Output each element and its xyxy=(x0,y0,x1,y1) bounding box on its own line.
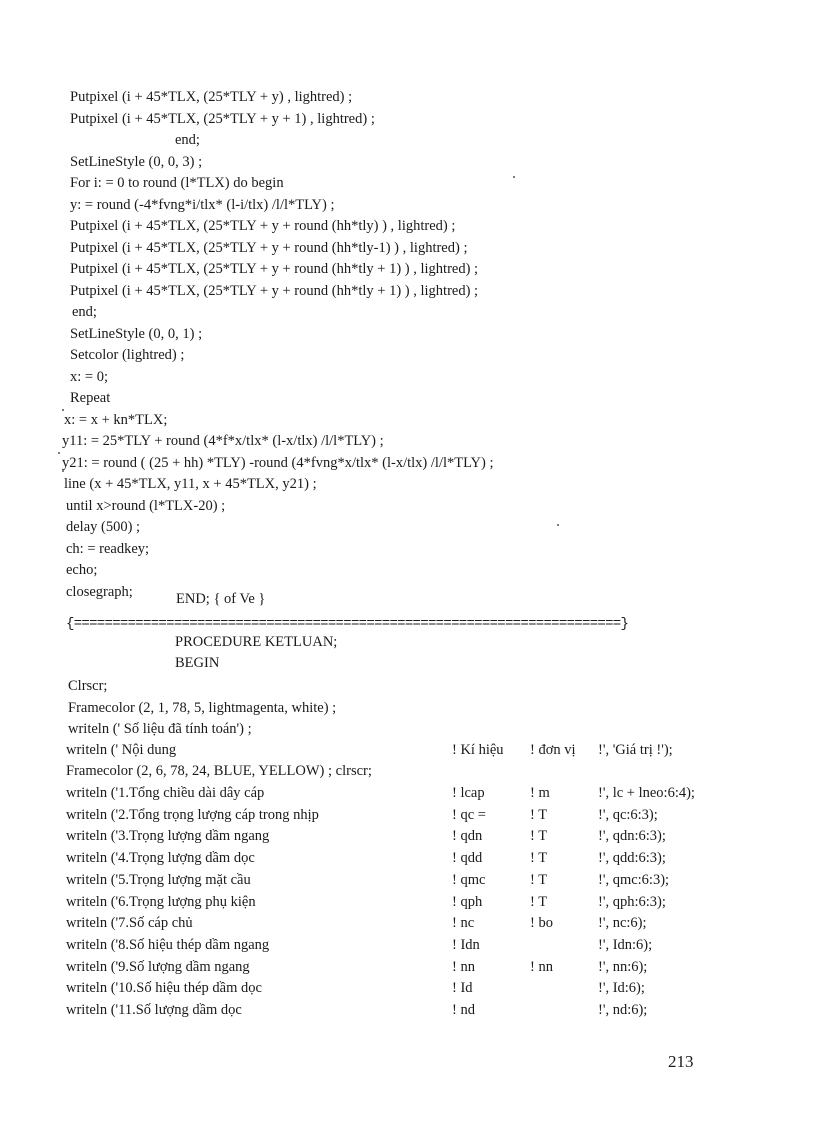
writeln-row-value: !', qdd:6:3); xyxy=(598,850,666,867)
code-line: x: = 0; xyxy=(70,368,108,385)
writeln-row-symbol: ! nd xyxy=(452,1002,475,1018)
writeln-row-code: writeln ('3.Trọng lượng dầm ngang xyxy=(66,828,270,845)
code-line: END; { of Ve } xyxy=(176,591,266,607)
writeln-row-code: writeln ('10.Số hiệu thép dầm dọc xyxy=(66,980,262,997)
scan-speck xyxy=(513,176,515,178)
writeln-row-value: !', qc:6:3); xyxy=(598,806,658,823)
writeln-row-value: !', lc + lneo:6:4); xyxy=(598,785,695,801)
writeln-row-unit: ! bo xyxy=(530,915,553,932)
code-line: end; xyxy=(72,304,97,320)
writeln-row-symbol: ! qmc xyxy=(452,871,486,888)
writeln-row-code: writeln ('5.Trọng lượng mặt cầu xyxy=(66,871,251,888)
writeln-row-value: !', qdn:6:3); xyxy=(598,828,666,845)
scan-speck xyxy=(62,470,64,472)
scan-speck xyxy=(58,452,60,454)
writeln-row-symbol: ! qdd xyxy=(452,850,483,867)
code-line: Putpixel (i + 45*TLX, (25*TLY + y + round (hh*tly) ) , lightred) ; xyxy=(70,218,456,234)
writeln-row-unit: ! T xyxy=(530,893,548,910)
procedure-begin: BEGIN xyxy=(175,655,220,671)
header-row-unit: ! đơn vị xyxy=(530,742,576,758)
writeln-row-code: writeln ('6.Trọng lượng phụ kiện xyxy=(66,893,256,910)
writeln-row-symbol: ! qc = xyxy=(452,806,486,823)
writeln-row-symbol: ! qph xyxy=(452,893,483,910)
code-line: y: = round (-4*fvng*i/tlx* (l-i/tlx) /l/l*TLY) ; xyxy=(70,196,335,213)
code-line: until x>round (l*TLX-20) ; xyxy=(66,497,226,514)
code-line: SetLineStyle (0, 0, 3) ; xyxy=(70,153,203,170)
writeln-row-value: !', qph:6:3); xyxy=(598,893,666,910)
code-line: Clrscr; xyxy=(68,678,108,694)
writeln-row-code: writeln ('11.Số lượng dầm dọc xyxy=(66,1002,242,1018)
header-row-value: !', 'Giá trị !'); xyxy=(598,742,673,758)
comment-separator: {=======================================================================} xyxy=(66,616,629,632)
code-line: For i: = 0 to round (l*TLX) do begin xyxy=(70,175,284,191)
code-line: end; xyxy=(175,132,200,148)
code-line: Putpixel (i + 45*TLX, (25*TLY + y + 1) , lightred) ; xyxy=(70,110,375,127)
writeln-row-value: !', nc:6); xyxy=(598,915,647,932)
scan-speck xyxy=(62,409,64,411)
writeln-row-code: writeln ('1.Tổng chiều dài dây cáp xyxy=(66,785,265,801)
writeln-row-value: !', qmc:6:3); xyxy=(598,871,670,888)
code-line: ch: = readkey; xyxy=(66,540,150,557)
writeln-row-symbol: ! Idn xyxy=(452,936,480,953)
code-line: Putpixel (i + 45*TLX, (25*TLY + y + round (hh*tly-1) ) , lightred) ; xyxy=(70,239,468,256)
writeln-row-unit: ! T xyxy=(530,828,548,845)
writeln-row-unit: ! T xyxy=(530,850,548,867)
code-line: Repeat xyxy=(70,390,111,406)
writeln-row-symbol: ! nn xyxy=(452,958,475,975)
code-line: y11: = 25*TLY + round (4*f*x/tlx* (l-x/tlx) /l/l*TLY) ; xyxy=(62,433,384,449)
code-line: SetLineStyle (0, 0, 1) ; xyxy=(70,325,203,342)
writeln-row-code: writeln ('2.Tổng trọng lượng cáp trong nhịp xyxy=(66,806,319,823)
code-line: Setcolor (lightred) ; xyxy=(70,347,185,363)
code-line: y21: = round ( (25 + hh) *TLY) -round (4*fvng*x/tlx* (l-x/tlx) /l/l*TLY) ; xyxy=(62,454,494,471)
code-line: Framecolor (2, 1, 78, 5, lightmagenta, white) ; xyxy=(68,699,337,716)
writeln-row-code: writeln ('4.Trọng lượng dầm dọc xyxy=(66,850,255,867)
scan-speck xyxy=(557,524,559,526)
writeln-row-value: !', Id:6); xyxy=(598,980,645,997)
writeln-row-code: writeln ('8.Số hiệu thép dầm ngang xyxy=(66,936,270,953)
writeln-row-symbol: ! Id xyxy=(452,980,473,997)
writeln-row-unit: ! T xyxy=(530,871,548,888)
writeln-row-value: !', nn:6); xyxy=(598,958,648,975)
header-row-symbol: ! Kí hiệu xyxy=(452,742,504,758)
writeln-row-value: !', nd:6); xyxy=(598,1002,648,1018)
writeln-row-unit: ! m xyxy=(530,785,550,801)
code-line: Putpixel (i + 45*TLX, (25*TLY + y) , lightred) ; xyxy=(70,89,353,105)
writeln-row-symbol: ! nc xyxy=(452,915,475,932)
writeln-row-unit: ! nn xyxy=(530,958,553,975)
code-line: delay (500) ; xyxy=(66,519,141,535)
writeln-row-unit: ! T xyxy=(530,806,548,823)
code-line: line (x + 45*TLX, y11, x + 45*TLX, y21) ; xyxy=(64,476,317,492)
code-line: Framecolor (2, 6, 78, 24, BLUE, YELLOW) ; clrscr; xyxy=(66,763,372,779)
writeln-row-symbol: ! qdn xyxy=(452,828,483,845)
page-number: 213 xyxy=(668,1052,694,1071)
writeln-row-code: writeln ('9.Số lượng dầm ngang xyxy=(66,958,250,975)
header-row-code: writeln (' Nội dung xyxy=(66,742,177,758)
writeln-row-symbol: ! lcap xyxy=(452,785,485,801)
procedure-header: PROCEDURE KETLUAN; xyxy=(175,634,338,650)
code-line: Putpixel (i + 45*TLX, (25*TLY + y + round (hh*tly + 1) ) , lightred) ; xyxy=(70,282,479,299)
code-line: echo; xyxy=(66,562,98,578)
code-line: writeln (' Số liệu đã tính toán') ; xyxy=(68,721,252,737)
writeln-row-value: !', Idn:6); xyxy=(598,936,653,953)
code-line: Putpixel (i + 45*TLX, (25*TLY + y + round (hh*tly + 1) ) , lightred) ; xyxy=(70,261,479,277)
code-line: x: = x + kn*TLX; xyxy=(64,411,168,428)
writeln-row-code: writeln ('7.Số cáp chủ xyxy=(66,915,193,932)
code-line: closegraph; xyxy=(66,583,133,600)
